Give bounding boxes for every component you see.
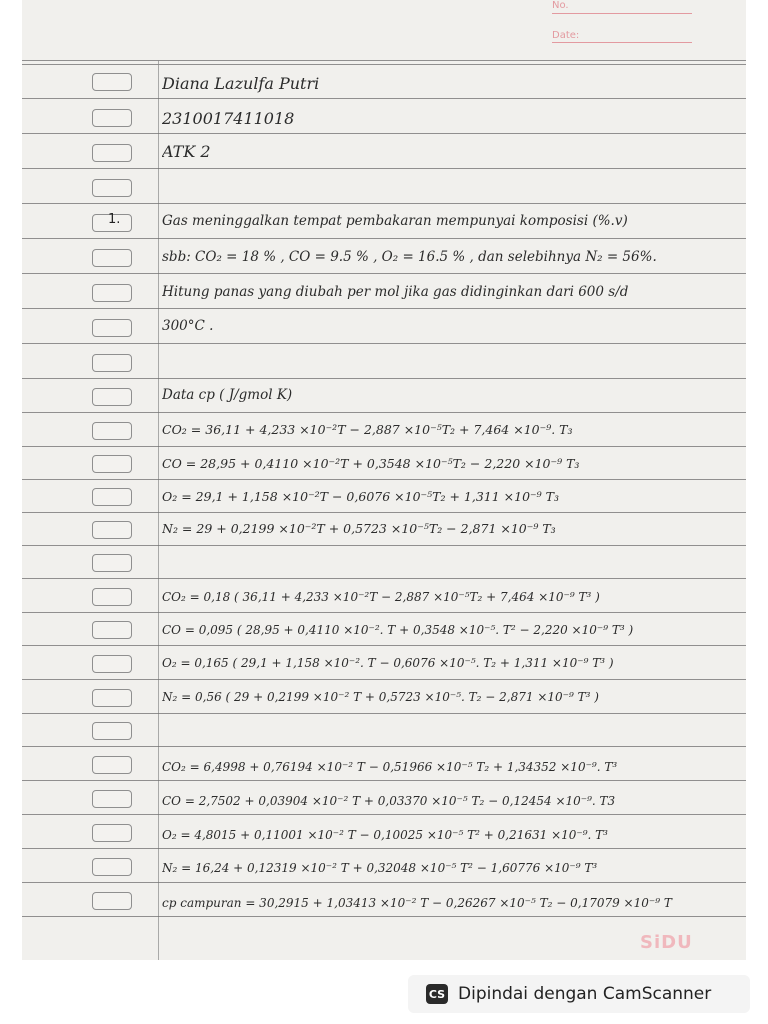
student-id: 2310017411018 — [162, 109, 295, 128]
paper-brand-logo: SiDU — [640, 932, 693, 953]
data-cp-row: CO₂ = 36,11 + 4,233 ×10⁻²T − 2,887 ×10⁻⁵T₂ + 7,464 ×10⁻⁹. T₃ — [162, 422, 573, 437]
row-checkbox — [92, 109, 132, 127]
result-row: CO = 2,7502 + 0,03904 ×10⁻² T + 0,03370 ×10⁻⁵ T₂ − 0,12454 ×10⁻⁹. T3 — [162, 794, 616, 808]
rule — [22, 746, 746, 747]
row-checkbox — [92, 858, 132, 876]
rule — [22, 545, 746, 546]
row-checkbox — [92, 319, 132, 337]
problem-line: Hitung panas yang diubah per mol jika gas didinginkan dari 600 s/d — [162, 284, 629, 300]
rule — [22, 273, 746, 274]
row-checkbox — [92, 388, 132, 406]
row-checkbox — [92, 249, 132, 267]
rule — [22, 308, 746, 309]
date-label: Date: — [552, 30, 580, 41]
rule — [22, 645, 746, 646]
row-checkbox — [92, 179, 132, 197]
rule — [22, 98, 746, 99]
camscanner-badge — [408, 975, 750, 1013]
row-checkbox — [92, 689, 132, 707]
row-checkbox — [92, 521, 132, 539]
notebook-page — [22, 0, 746, 960]
row-checkbox — [92, 588, 132, 606]
row-checkbox — [92, 621, 132, 639]
date-line — [552, 42, 692, 43]
problem-line: 300°C . — [162, 318, 214, 334]
weighted-row: CO = 0,095 ( 28,95 + 0,4110 ×10⁻². T + 0,3548 ×10⁻⁵. T² − 2,220 ×10⁻⁹ T³ ) — [162, 623, 634, 637]
rule — [22, 882, 746, 883]
problem-line: Gas meninggalkan tempat pembakaran mempunyai komposisi (%.v) — [162, 213, 628, 229]
row-checkbox — [92, 554, 132, 572]
no-line — [552, 13, 692, 14]
student-name: Diana Lazulfa Putri — [162, 74, 320, 93]
camscanner-icon: CS — [426, 984, 448, 1004]
row-checkbox — [92, 73, 132, 91]
rule — [22, 713, 746, 714]
row-checkbox — [92, 790, 132, 808]
rule — [22, 203, 746, 204]
rule — [22, 814, 746, 815]
rule — [22, 168, 746, 169]
rule — [22, 612, 746, 613]
data-cp-title: Data cp ( J/gmol K) — [162, 387, 293, 403]
rule — [22, 479, 746, 480]
camscanner-text: Dipindai dengan CamScanner — [458, 984, 712, 1004]
margin-line — [158, 60, 159, 960]
row-checkbox — [92, 144, 132, 162]
row-checkbox — [92, 422, 132, 440]
data-cp-row: N₂ = 29 + 0,2199 ×10⁻²T + 0,5723 ×10⁻⁵T₂ − 2,871 ×10⁻⁹ T₃ — [162, 521, 556, 536]
weighted-row: N₂ = 0,56 ( 29 + 0,2199 ×10⁻² T + 0,5723 ×10⁻⁵. T₂ − 2,871 ×10⁻⁹ T³ ) — [162, 690, 599, 704]
problem-line: sbb: CO₂ = 18 % , CO = 9.5 % , O₂ = 16.5 % , dan selebihnya N₂ = 56%. — [162, 249, 657, 265]
row-checkbox — [92, 824, 132, 842]
row-checkbox — [92, 455, 132, 473]
rule — [22, 679, 746, 680]
result-row-cp-campuran: cp campuran = 30,2915 + 1,03413 ×10⁻² T − 0,26267 ×10⁻⁵ T₂ − 0,17079 ×10⁻⁹ T — [162, 896, 672, 910]
rule — [22, 343, 746, 344]
rule — [22, 446, 746, 447]
row-checkbox — [92, 655, 132, 673]
weighted-row: CO₂ = 0,18 ( 36,11 + 4,233 ×10⁻²T − 2,887 ×10⁻⁵T₂ + 7,464 ×10⁻⁹ T³ ) — [162, 590, 600, 604]
rule — [22, 578, 746, 579]
top-rule — [22, 60, 746, 61]
result-row: CO₂ = 6,4998 + 0,76194 ×10⁻² T − 0,51966 ×10⁻⁵ T₂ + 1,34352 ×10⁻⁹. T³ — [162, 760, 618, 774]
result-row: N₂ = 16,24 + 0,12319 ×10⁻² T + 0,32048 ×10⁻⁵ T² − 1,60776 ×10⁻⁹ T³ — [162, 861, 598, 875]
rule — [22, 848, 746, 849]
row-checkbox — [92, 756, 132, 774]
rule — [22, 916, 746, 917]
problem-number: 1. — [108, 212, 121, 227]
no-label: No. — [552, 0, 569, 11]
row-checkbox — [92, 892, 132, 910]
class-label: ATK 2 — [162, 142, 211, 161]
rule — [22, 133, 746, 134]
row-checkbox — [92, 722, 132, 740]
row-checkbox — [92, 284, 132, 302]
top-rule-2 — [22, 64, 746, 65]
row-checkbox — [92, 354, 132, 372]
rule — [22, 378, 746, 379]
result-row: O₂ = 4,8015 + 0,11001 ×10⁻² T − 0,10025 ×10⁻⁵ T² + 0,21631 ×10⁻⁹. T³ — [162, 828, 608, 842]
data-cp-row: O₂ = 29,1 + 1,158 ×10⁻²T − 0,6076 ×10⁻⁵T₂ + 1,311 ×10⁻⁹ T₃ — [162, 489, 559, 504]
row-checkbox — [92, 488, 132, 506]
rule — [22, 512, 746, 513]
rule — [22, 412, 746, 413]
weighted-row: O₂ = 0,165 ( 29,1 + 1,158 ×10⁻². T − 0,6076 ×10⁻⁵. T₂ + 1,311 ×10⁻⁹ T³ ) — [162, 656, 614, 670]
rule — [22, 238, 746, 239]
data-cp-row: CO = 28,95 + 0,4110 ×10⁻²T + 0,3548 ×10⁻⁵T₂ − 2,220 ×10⁻⁹ T₃ — [162, 456, 580, 471]
rule — [22, 780, 746, 781]
